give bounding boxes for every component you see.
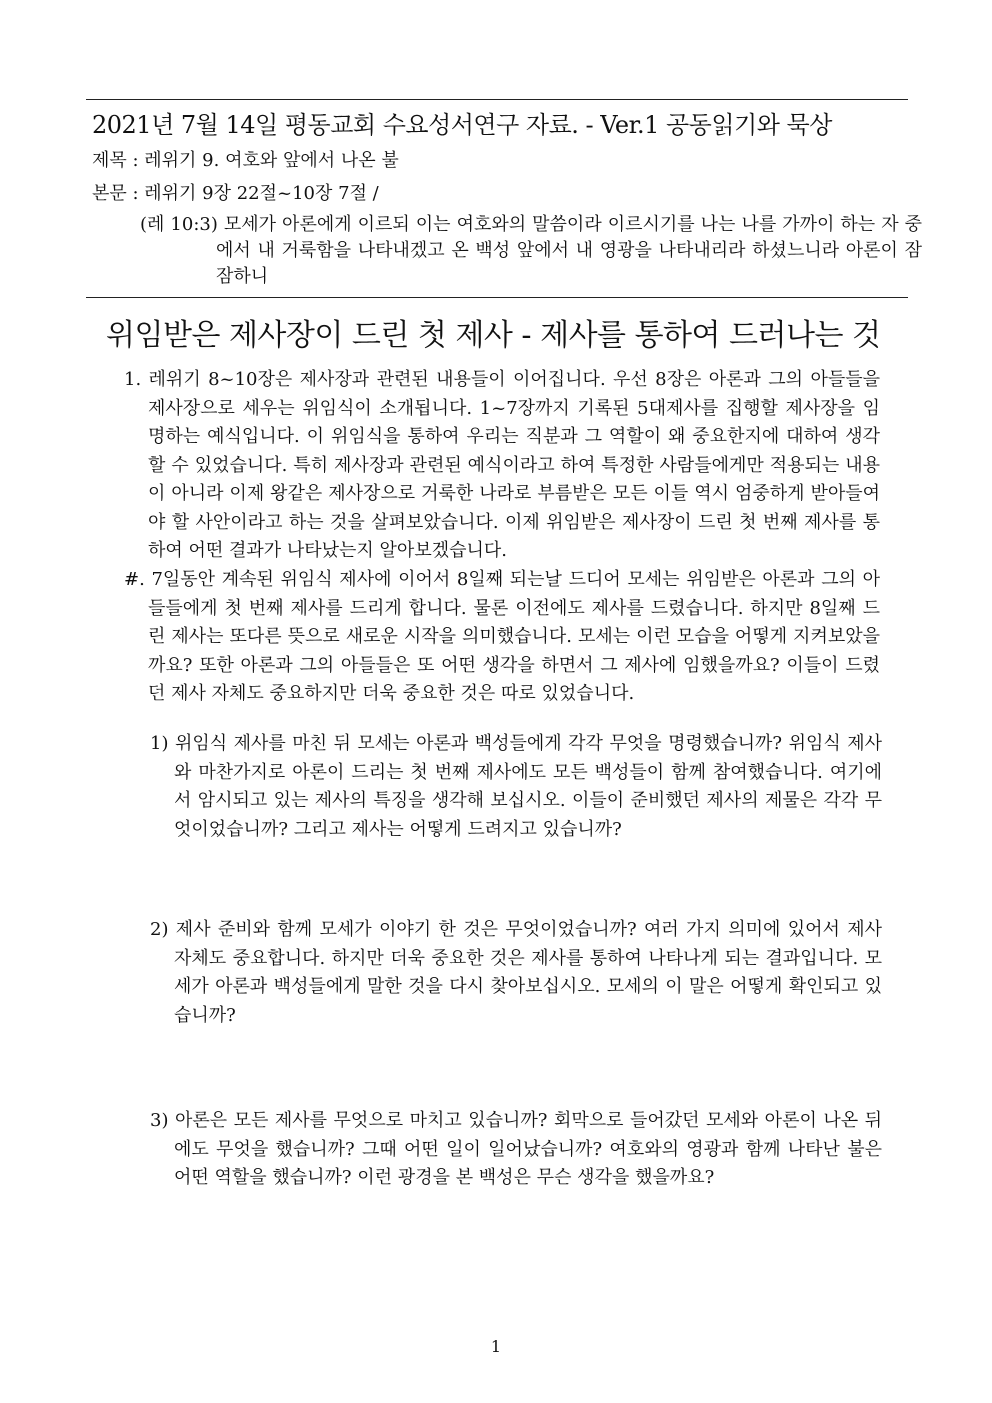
question-1: 1) 위임식 제사를 마친 뒤 모세는 아론과 백성들에게 각각 무엇을 명령했습니까? 위임식 제사와 마찬가지로 아론이 드리는 첫 번째 제사에도 모든 백성들이 함께 참여했습니다. 여기에서 암시되고 있는 제사의 특징을 생각해 보십시오. 이들이 준비했던 제사의 제물은 각각 무엇이었습니까? 그리고 제사는 어떻게 드려지고 있습니까?: [150, 733, 882, 840]
sermon-subject: 제목 : 레위기 9. 여호와 앞에서 나온 불: [92, 150, 399, 171]
question-2: 2) 제사 준비와 함께 모세가 이야기 한 것은 무엇이었습니까? 여러 가지 의미에 있어서 제사 자체도 중요합니다. 하지만 더욱 중요한 것은 제사를 통하여 나타나게 되는 결과입니다. 모세가 아론과 백성들에게 말한 것을 다시 찾아보십시오. 모세의 이 말은 어떻게 확인되고 있습니까?: [150, 919, 882, 1026]
question-3: 3) 아론은 모든 제사를 무엇으로 마치고 있습니까? 회막으로 들어갔던 모세와 아론이 나온 뒤에도 무엇을 했습니까? 그때 어떤 일이 일어났습니까? 여호와의 영광과 함께 나타난 불은 어떤 역할을 했습니까? 이런 광경을 본 백성은 무슨 생각을 했을까요?: [150, 1110, 882, 1188]
page-number: 1: [490, 1337, 502, 1356]
section-title: 위임받은 제사장이 드린 첫 제사 - 제사를 통하여 드러나는 것: [106, 318, 881, 353]
key-verse-quote: (레 10:3) 모세가 아론에게 이르되 이는 여호와의 말씀이라 이르시기를 나는 나를 가까이 하는 자 중에서 내 거룩함을 나타내겠고 온 백성 앞에서 내 영광을 나타내리라 하셨느니라 아론이 잠잠하니: [140, 214, 922, 287]
document-title: 2021년 7월 14일 평동교회 수요성서연구 자료. - Ver.1 공동읽기와 묵상: [92, 111, 832, 139]
intro-paragraph: 1. 레위기 8~10장은 제사장과 관련된 내용들이 이어집니다. 우선 8장은 아론과 그의 아들들을 제사장으로 세우는 위임식이 소개됩니다. 1~7장까지 기록된 5대제사를 집행할 제사장을 임명하는 예식입니다. 이 위임식을 통하여 우리는 직분과 그 역할이 왜 중요한지에 대하여 생각할 수 있었습니다. 특히 제사장과 관련된 예식이라고 하여 특정한 사람들에게만 적용되는 내용이 아니라 이제 왕같은 제사장으로 거룩한 나라로 부름받은 모든 이들 역시 엄중하게 받아들여야 할 사안이라고 하는 것을 살펴보았습니다. 이제 위임받은 제사장이 드린 첫 번째 제사를 통하여 어떤 결과가 나타났는지 알아보겠습니다.: [124, 369, 880, 561]
header-bottom-rule: [86, 297, 908, 298]
context-paragraph: #. 7일동안 계속된 위임식 제사에 이어서 8일째 되는날 드디어 모세는 위임받은 아론과 그의 아들들에게 첫 번째 제사를 드리게 합니다. 물론 이전에도 제사를 드렸습니다. 하지만 8일째 드린 제사는 또다른 뜻으로 새로운 시작을 의미했습니다. 모세는 이런 모습을 어떻게 지켜보았을까요? 또한 아론과 그의 아들들은 또 어떤 생각을 하면서 그 제사에 임했을까요? 이들이 드렸던 제사 자체도 중요하지만 더욱 중요한 것은 따로 있었습니다.: [124, 569, 880, 704]
scripture-reference: 본문 : 레위기 9장 22절~10장 7절 /: [92, 183, 379, 204]
header-top-rule: [86, 99, 908, 100]
